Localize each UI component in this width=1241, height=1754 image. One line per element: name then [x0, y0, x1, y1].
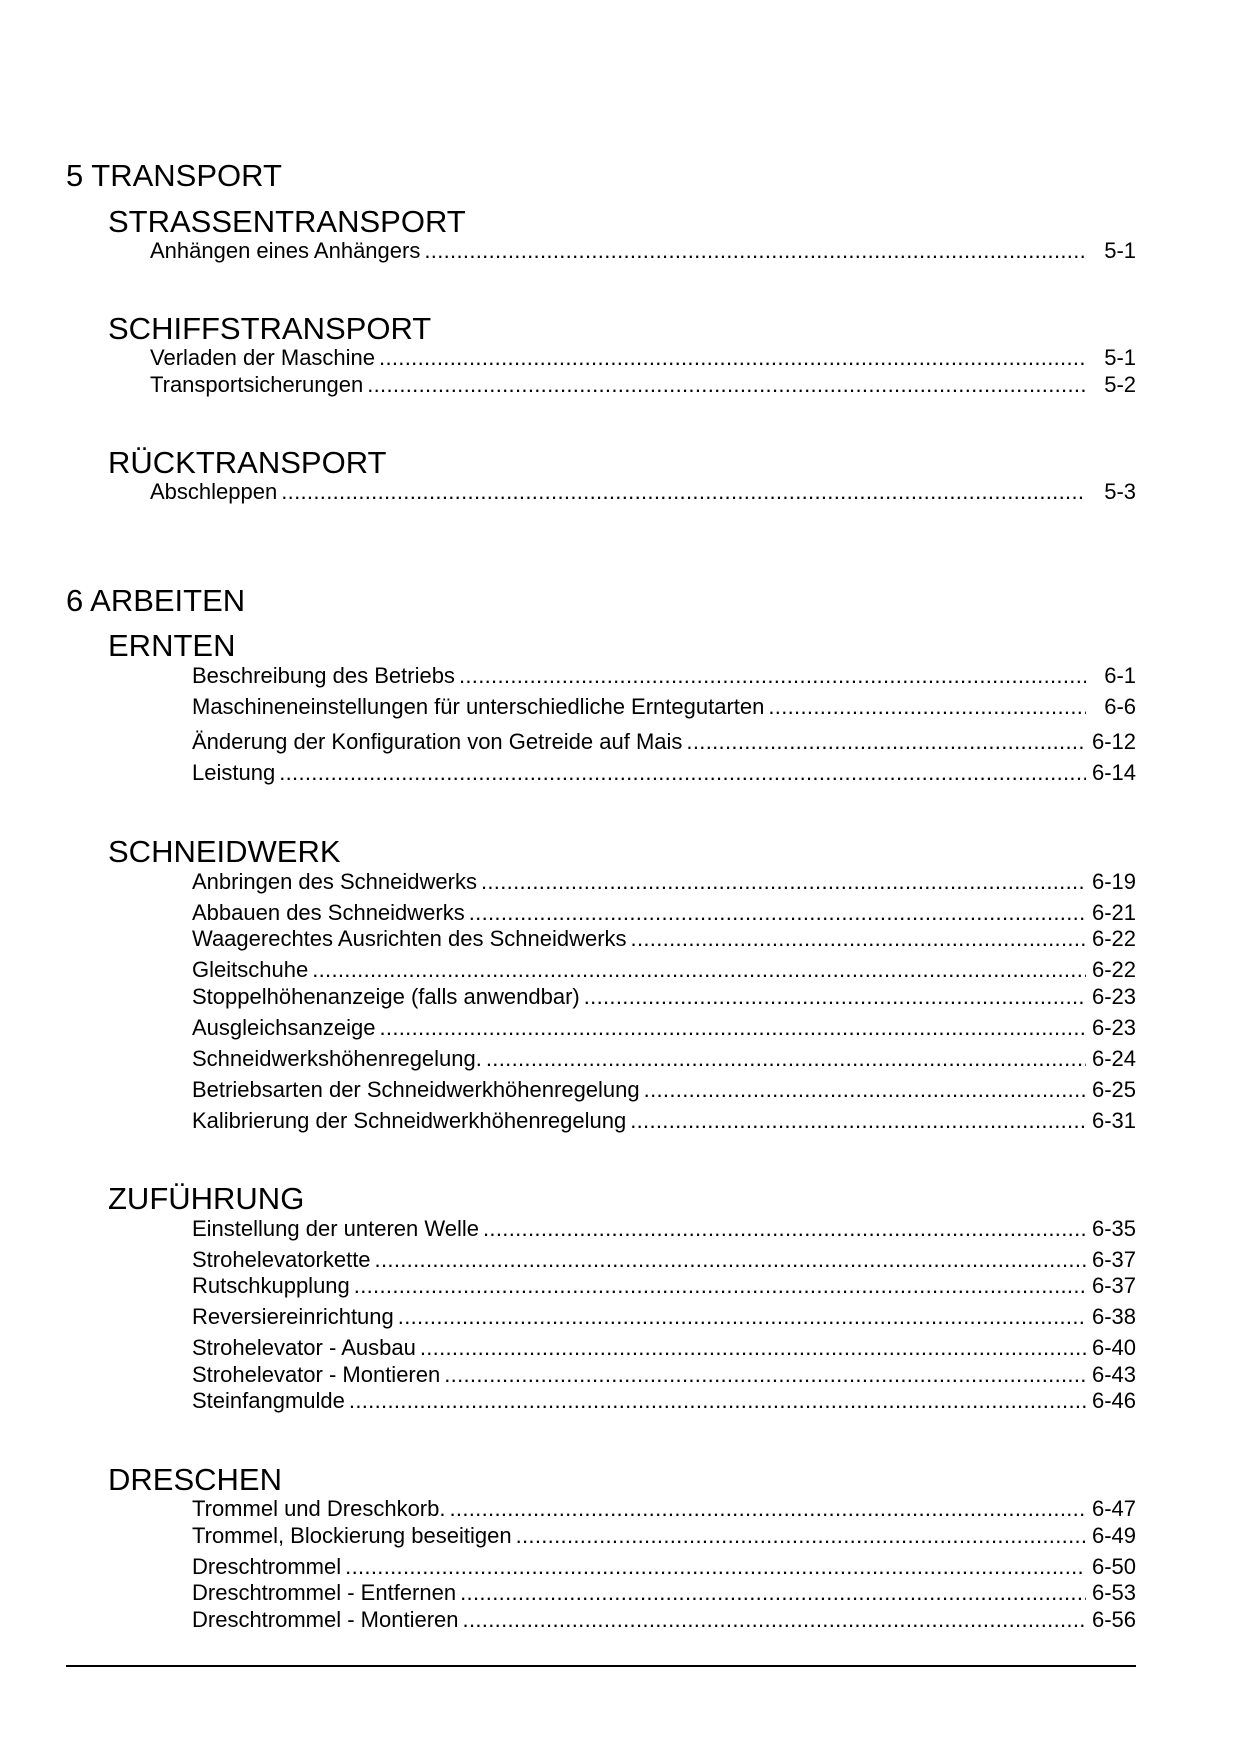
dot-leader — [379, 1015, 1086, 1041]
entry-title: Waagerechtes Ausrichten des Schneidwerks — [192, 926, 627, 951]
entry-page: 6-49 — [1091, 1523, 1136, 1548]
dot-leader — [631, 926, 1086, 952]
entry-title: Reversiereinrichtung — [192, 1304, 394, 1329]
toc-entry[interactable] — [192, 1247, 1136, 1273]
entry-title: Anbringen des Schneidwerks — [192, 869, 477, 894]
entry-title: Strohelevatorkette — [192, 1247, 371, 1272]
section-heading: STRASSENTRANSPORT — [108, 204, 466, 239]
dot-leader — [584, 984, 1086, 1010]
entry-title: Dreschtrommel - Montieren — [192, 1607, 459, 1632]
dot-leader — [463, 1607, 1086, 1633]
entry-page: 6-25 — [1091, 1077, 1136, 1102]
entry-title: Verladen der Maschine — [150, 345, 376, 370]
dot-leader — [481, 869, 1086, 895]
toc-entry[interactable] — [192, 1523, 1136, 1549]
entry-title: Schneidwerkshöhenregelung. — [192, 1046, 482, 1071]
toc-entry[interactable] — [150, 238, 1136, 264]
dot-leader — [486, 1046, 1086, 1072]
section-heading: ERNTEN — [108, 628, 236, 663]
toc-entry[interactable] — [192, 1496, 1136, 1522]
entry-page: 6-14 — [1091, 760, 1136, 785]
dot-leader — [354, 1273, 1086, 1299]
dot-leader — [516, 1523, 1086, 1549]
chapter-heading: 6 ARBEITEN — [66, 583, 246, 618]
entry-title: Dreschtrommel — [192, 1554, 342, 1579]
entry-page: 5-1 — [1104, 238, 1136, 263]
entry-page: 6-43 — [1091, 1362, 1136, 1387]
entry-title: Dreschtrommel - Entfernen — [192, 1580, 457, 1605]
entry-page: 6-23 — [1091, 984, 1136, 1009]
dot-leader — [483, 1216, 1086, 1242]
dot-leader — [644, 1077, 1086, 1103]
dot-leader — [424, 238, 1086, 264]
entry-title: Leistung — [192, 760, 276, 785]
section-heading: SCHNEIDWERK — [108, 834, 341, 869]
section-heading: ZUFÜHRUNG — [108, 1181, 305, 1216]
entry-page: 6-31 — [1091, 1108, 1136, 1133]
toc-entry[interactable] — [192, 869, 1136, 895]
entry-title: Abschleppen — [150, 479, 278, 504]
toc-entry[interactable] — [192, 1554, 1136, 1580]
dot-leader — [345, 1554, 1086, 1580]
entry-title: Ausgleichsanzeige — [192, 1015, 376, 1040]
toc-entry[interactable] — [192, 694, 1136, 720]
dot-leader — [281, 479, 1086, 505]
entry-page: 6-37 — [1091, 1273, 1136, 1298]
entry-title: Trommel und Dreschkorb. — [192, 1496, 446, 1521]
toc-entry[interactable] — [192, 1046, 1136, 1072]
dot-leader — [379, 345, 1086, 371]
entry-page: 6-56 — [1091, 1607, 1136, 1632]
entry-page: 6-47 — [1091, 1496, 1136, 1521]
entry-page: 6-40 — [1091, 1335, 1136, 1360]
entry-page: 6-53 — [1091, 1580, 1136, 1605]
dot-leader — [279, 760, 1086, 786]
toc-entry[interactable] — [192, 1362, 1136, 1388]
dot-leader — [349, 1388, 1086, 1414]
entry-page: 6-22 — [1091, 957, 1136, 982]
dot-leader — [686, 729, 1086, 755]
dot-leader — [459, 663, 1086, 689]
section-heading: SCHIFFSTRANSPORT — [108, 311, 432, 346]
toc-entry[interactable] — [192, 1015, 1136, 1041]
entry-title: Abbauen des Schneidwerks — [192, 900, 465, 925]
chapter-heading: 5 TRANSPORT — [66, 158, 282, 193]
dot-leader — [367, 372, 1086, 398]
dot-leader — [444, 1362, 1086, 1388]
entry-page: 6-37 — [1091, 1247, 1136, 1272]
toc-entry[interactable] — [150, 345, 1136, 371]
entry-title: Einstellung der unteren Welle — [192, 1216, 479, 1241]
dot-leader — [398, 1304, 1086, 1330]
entry-title: Gleitschuhe — [192, 957, 309, 982]
dot-leader — [460, 1580, 1086, 1606]
entry-title: Transportsicherungen — [150, 372, 364, 397]
toc-entry[interactable] — [192, 1388, 1136, 1414]
toc-entry[interactable] — [192, 760, 1136, 786]
entry-title: Rutschkupplung — [192, 1273, 350, 1298]
toc-entry[interactable] — [150, 479, 1136, 505]
entry-title: Strohelevator - Ausbau — [192, 1335, 416, 1360]
dot-leader — [469, 900, 1086, 926]
toc-entry[interactable] — [192, 1335, 1136, 1361]
entry-page: 5-3 — [1104, 479, 1136, 504]
dot-leader — [375, 1247, 1086, 1273]
toc-entry[interactable] — [192, 1108, 1136, 1134]
dot-leader — [768, 694, 1086, 720]
section-heading: DRESCHEN — [108, 1462, 282, 1497]
entry-title: Beschreibung des Betriebs — [192, 663, 455, 688]
dot-leader — [420, 1335, 1086, 1361]
entry-page: 6-23 — [1091, 1015, 1136, 1040]
toc-entry[interactable] — [192, 1607, 1136, 1633]
entry-title: Stoppelhöhenanzeige (falls anwendbar) — [192, 984, 580, 1009]
entry-page: 6-1 — [1104, 663, 1136, 688]
entry-page: 6-22 — [1091, 926, 1136, 951]
entry-page: 6-24 — [1091, 1046, 1136, 1071]
entry-page: 6-35 — [1091, 1216, 1136, 1241]
toc-entry[interactable] — [192, 1216, 1136, 1242]
toc-entry[interactable] — [192, 729, 1136, 755]
entry-title: Maschineneinstellungen für unterschiedliche Erntegutarten — [192, 694, 765, 719]
entry-page: 6-50 — [1091, 1554, 1136, 1579]
entry-title: Kalibrierung der Schneidwerkhöhenregelung — [192, 1108, 627, 1133]
entry-page: 5-1 — [1104, 345, 1136, 370]
toc-entry[interactable] — [192, 900, 1136, 926]
entry-title: Steinfangmulde — [192, 1388, 345, 1413]
toc-entry[interactable] — [192, 1304, 1136, 1330]
entry-page: 6-21 — [1091, 900, 1136, 925]
footer-rule — [66, 1665, 1136, 1667]
toc-entry[interactable] — [192, 984, 1136, 1010]
dot-leader — [449, 1496, 1086, 1522]
toc-entry[interactable] — [192, 957, 1136, 983]
toc-entry[interactable] — [192, 1077, 1136, 1103]
toc-entry[interactable] — [192, 1580, 1136, 1606]
entry-title: Anhängen eines Anhängers — [150, 238, 421, 263]
entry-page: 6-12 — [1091, 729, 1136, 754]
toc-entry[interactable] — [192, 1273, 1136, 1299]
entry-page: 6-19 — [1091, 869, 1136, 894]
entry-title: Betriebsarten der Schneidwerkhöhenregelung — [192, 1077, 640, 1102]
dot-leader — [630, 1108, 1086, 1134]
toc-entry[interactable] — [150, 372, 1136, 398]
entry-page: 6-46 — [1091, 1388, 1136, 1413]
entry-page: 6-6 — [1104, 694, 1136, 719]
entry-title: Änderung der Konfiguration von Getreide auf Mais — [192, 729, 683, 754]
entry-page: 5-2 — [1104, 372, 1136, 397]
entry-page: 6-38 — [1091, 1304, 1136, 1329]
dot-leader — [312, 957, 1086, 983]
toc-entry[interactable] — [192, 926, 1136, 952]
entry-title: Trommel, Blockierung beseitigen — [192, 1523, 512, 1548]
toc-entry[interactable] — [192, 663, 1136, 689]
section-heading: RÜCKTRANSPORT — [108, 445, 387, 480]
entry-title: Strohelevator - Montieren — [192, 1362, 441, 1387]
